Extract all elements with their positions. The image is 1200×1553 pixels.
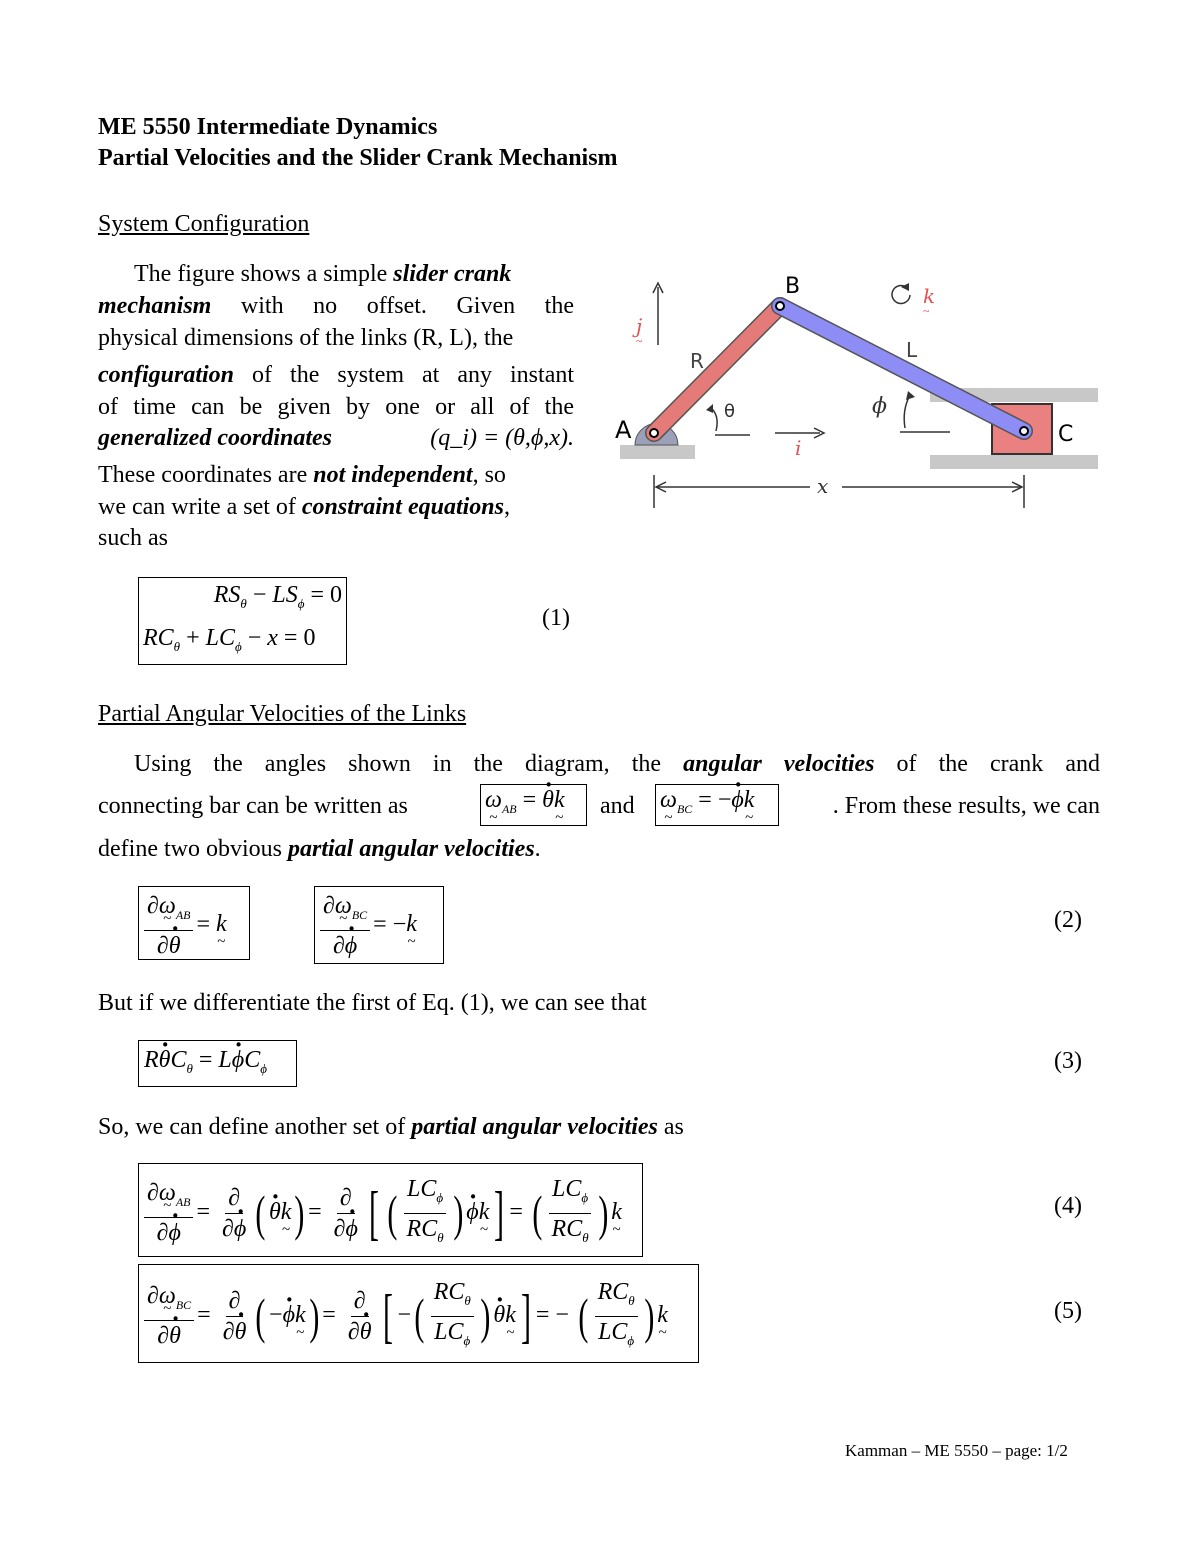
course-title: ME 5550 Intermediate Dynamics [98,114,438,140]
equation-2a-box: $\frac{\partial\omega \sim_{AB}}{\partial\cdot \theta}$ = k ~ [138,886,250,960]
paragraph-line: These coordinates are not independent, so [98,462,506,488]
pin-b [776,302,784,310]
equation-number-4: (4) [1054,1193,1082,1219]
paragraph-line: So, we can define another set of partial angular velocities as [98,1114,684,1140]
theta-arrowhead [706,404,713,413]
phi-arrowhead [906,391,915,400]
equation-4-box: $\frac{\partial\omega \sim_{AB}}{\partial\cdot \phi}$ = $\frac{\partial}{\partial\cdot \phi}$ (· θk ~) = $\frac{\partial}{\partial\cdot \phi}$ [ ( $\frac{LC_\phi}{RC_\theta}$ )· ϕk ~] = ( $\frac{LC_\phi}{RC_\theta}$ ) k ~ [138,1163,643,1257]
omega-bc-box: ω $\sim_{BC}$ = −· ϕk ~ [655,784,779,826]
page-footer: Kamman – ME 5550 – page: 1/2 [845,1441,1068,1460]
equation-number-2: (2) [1054,907,1082,933]
paragraph-line: The figure shows a simple slider crank [134,261,512,287]
paragraph-line: define two obvious partial angular velocities. [98,836,541,862]
paragraph-line: such as [98,525,168,551]
ground-a [620,445,695,459]
k-tilde: ~ [923,304,930,318]
equation-3-box: $R\cdot \theta C_\theta = L\cdot \phi C_\phi$ [138,1040,297,1087]
equation-5-box: $\frac{\partial\omega \sim_{BC}}{\partial\cdot \theta}$ = $\frac{\partial}{\partial\cdot \theta}$ ( −· ϕk ~) = $\frac{\partial}{\partial\cdot \theta}$ [ −( $\frac{RC_\theta}{LC_\phi}$ )· θk ~] = − ( $\frac{RC_\theta}{LC_\phi}$ ) k ~ [138,1264,699,1363]
section-heading-configuration: System Configuration [98,211,310,237]
omega-ab-box: ω $\sim_{AB}$ = · θk ~ [480,784,587,826]
pin-c [1020,427,1028,435]
equation-number-3: (3) [1054,1048,1082,1074]
label-x: x [817,474,829,498]
equation-number-1: (1) [542,605,570,631]
paragraph-line: . From these results, we can [832,793,1100,819]
label-j: j [636,314,643,338]
paragraph-line: generalized coordinates (q_i) = (θ,ϕ,x). [98,425,574,451]
pin-a [650,429,658,437]
paragraph-line: Using the angles shown in the diagram, the angular velocities of the crank and [134,751,1100,777]
label-r: R [690,349,704,373]
label-i: i [795,436,802,460]
label-theta: θ [724,401,736,422]
equation-1-line2: $RC_\theta + LC_\phi - x = 0$ [143,625,316,654]
paragraph-line: of time can be given by one or all of the [98,394,574,420]
label-a: A [615,416,632,444]
crank-ab [654,306,780,433]
label-l: L [906,338,918,362]
slider-guide-bottom [930,455,1098,469]
equation-2b-box: $\frac{\partial\omega \sim_{BC}}{\partial\cdot \phi}$ = −k ~ [314,886,444,964]
paragraph-line: configuration of the system at any instant [98,362,575,388]
slider-crank-figure [610,265,1110,515]
paragraph-line: we can write a set of constraint equations, [98,494,510,520]
document-title: Partial Velocities and the Slider Crank Mechanism [98,145,618,171]
equation-number-5: (5) [1054,1298,1082,1324]
connecting-bar-bc [780,306,1024,431]
paragraph-line: mechanism with no offset. Given the [98,293,574,319]
label-k: k [923,284,936,308]
j-tilde: ~ [636,334,643,348]
section-heading-partial-angular: Partial Angular Velocities of the Links [98,701,467,727]
label-c: C [1058,422,1074,447]
paragraph-line: connecting bar can be written as [98,793,408,819]
paragraph-line: But if we differentiate the first of Eq. (1), we can see that [98,990,647,1016]
equation-1-line1: $RS_\theta - LS_\phi = 0$ [213,582,342,611]
label-b: B [785,274,801,299]
paragraph-word-and: and [600,793,635,819]
paragraph-line: physical dimensions of the links (R, L), the [98,325,514,351]
equation-1-box [138,577,347,665]
label-phi: ϕ [872,394,887,419]
phi-arc [904,395,910,428]
k-rotation-arrowhead [901,283,909,291]
